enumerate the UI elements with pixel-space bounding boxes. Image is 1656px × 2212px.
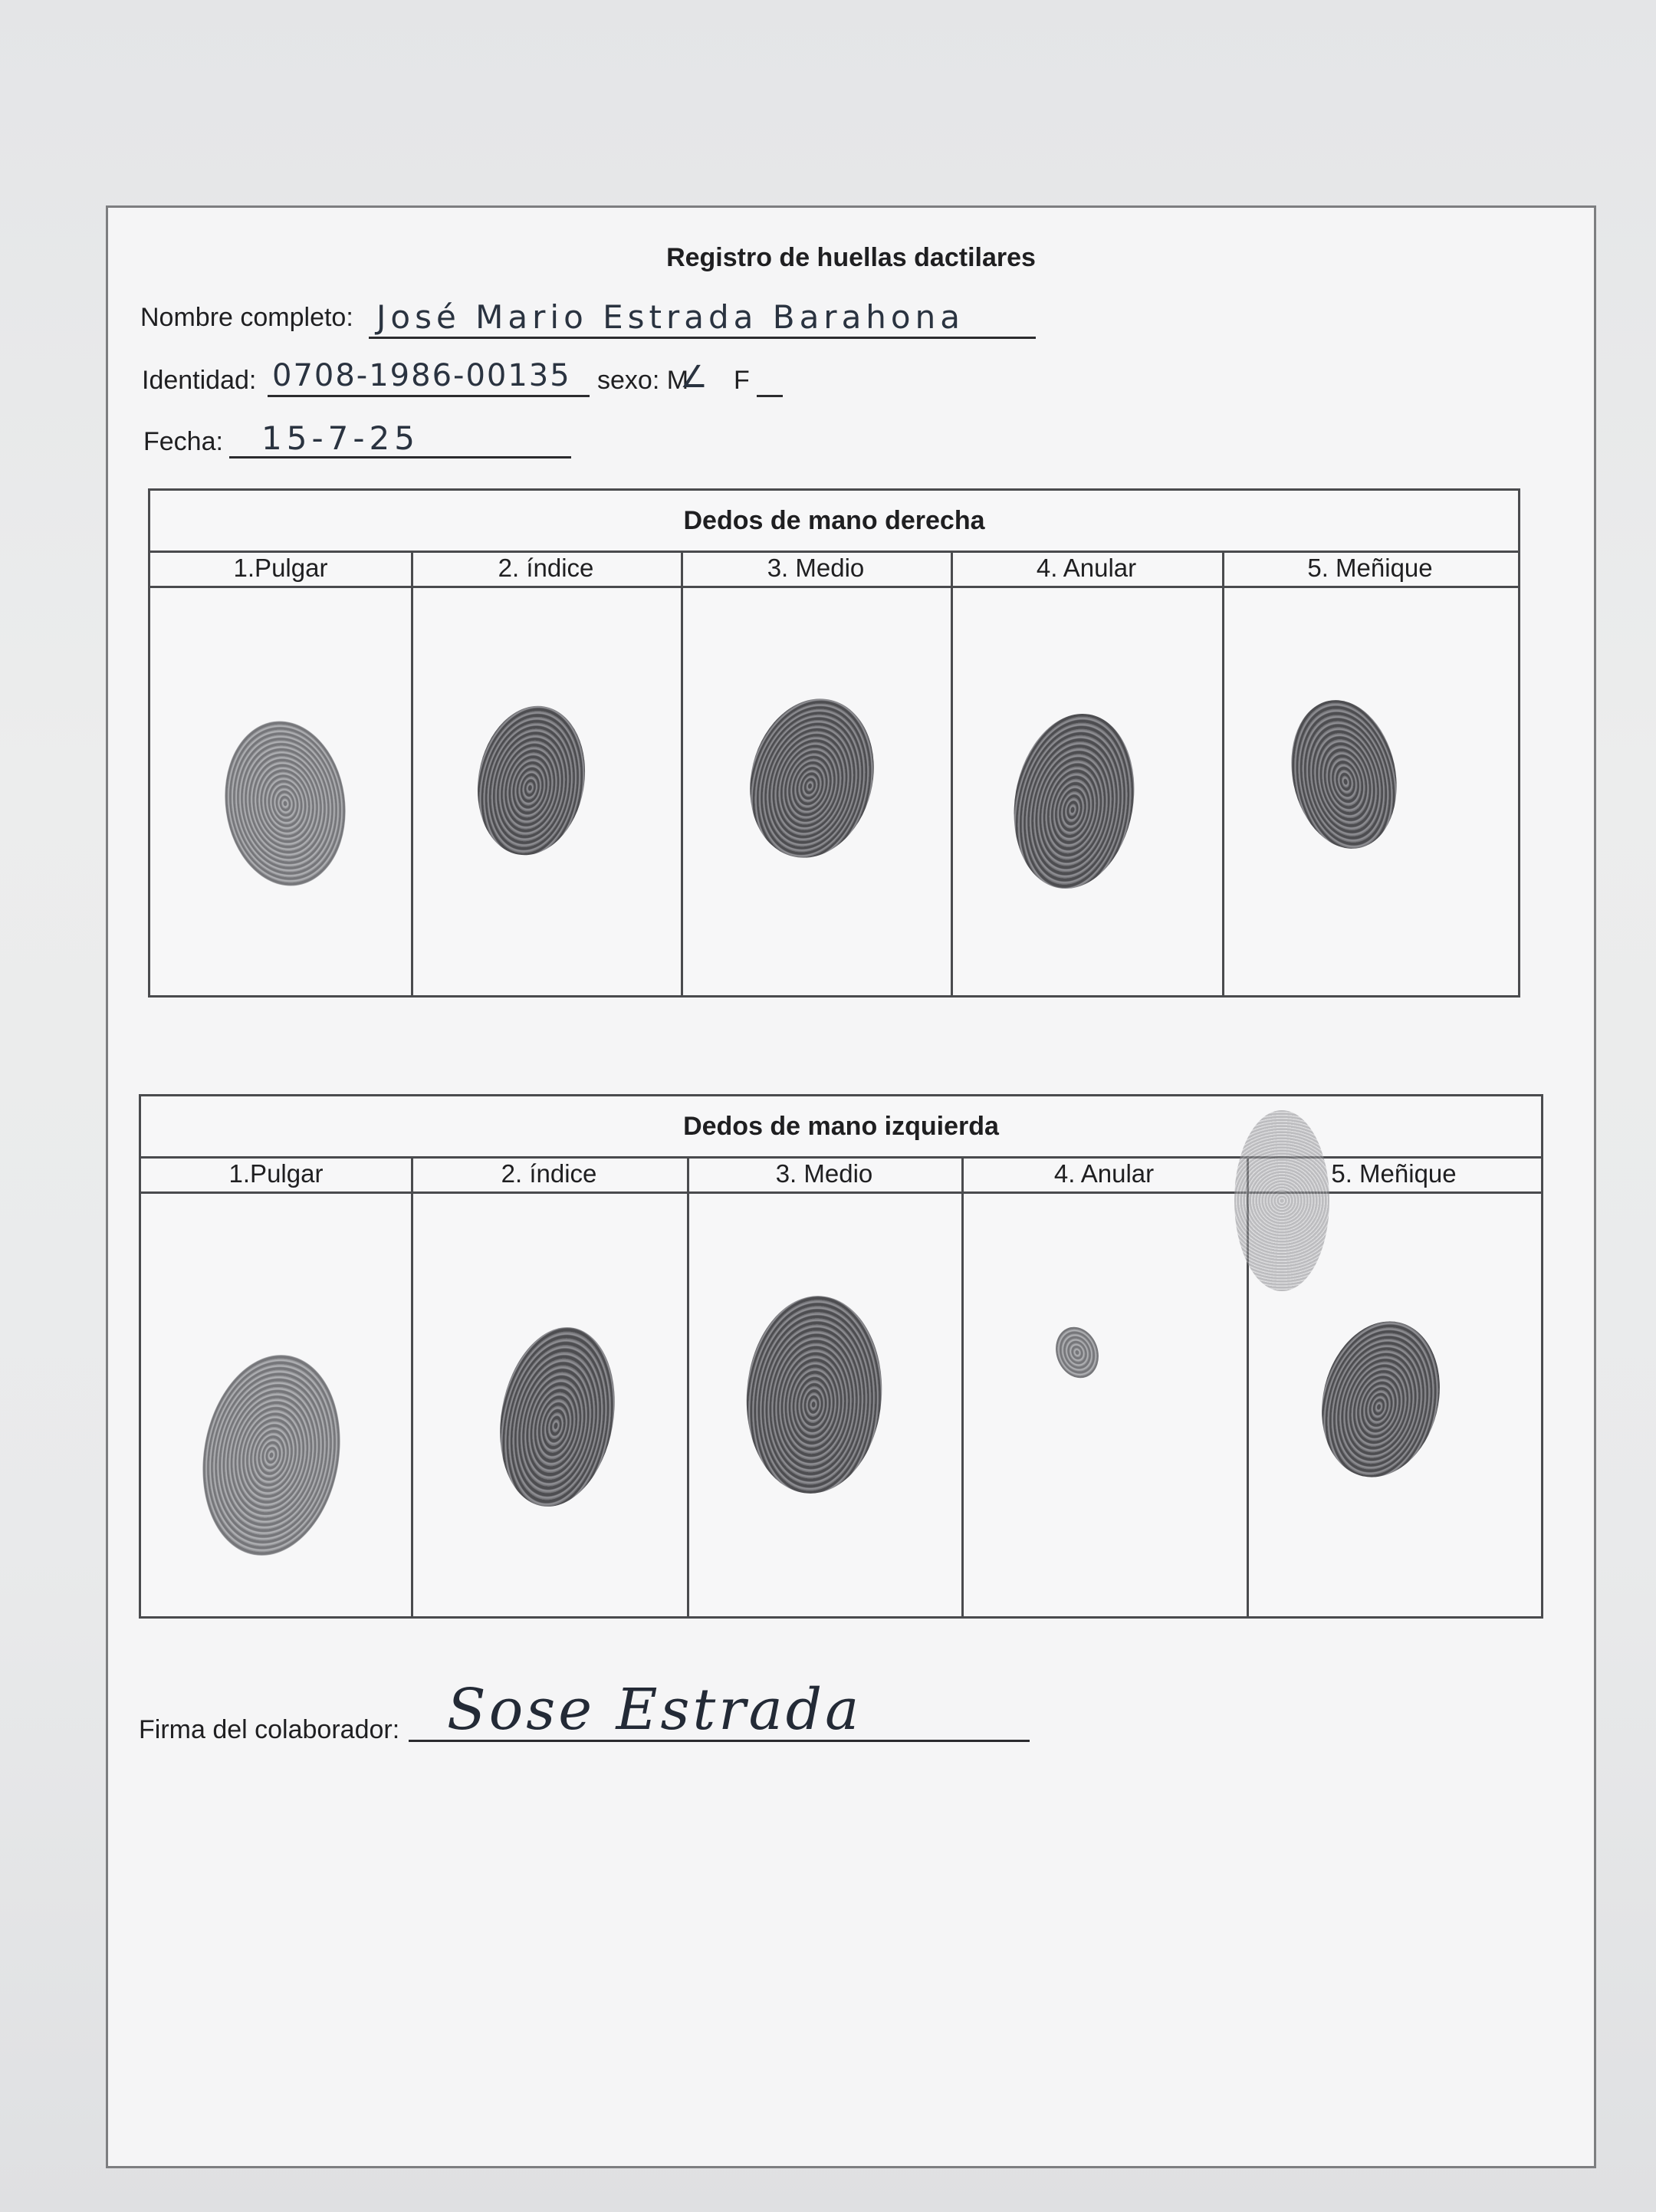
right-little-print <box>1278 690 1410 859</box>
left-finger-4-label: 4. Anular <box>1053 1159 1155 1188</box>
right-index-print <box>466 698 596 864</box>
right-finger-3-label: 3. Medio <box>767 554 865 582</box>
right-finger-4-label: 4. Anular <box>1036 554 1137 582</box>
right-hand-grid <box>148 488 1520 998</box>
firma-label: Firma del colaborador: <box>139 1715 400 1744</box>
fecha-label: Fecha: <box>143 427 223 456</box>
right-divider-2 <box>681 551 683 995</box>
right-middle-print <box>734 685 890 871</box>
left-finger-5-label: 5. Meñique <box>1331 1159 1457 1188</box>
fingerprint-form <box>106 205 1596 2168</box>
sexo-label: sexo: M <box>597 366 689 395</box>
form-title: Registro de huellas dactilares <box>666 243 1036 272</box>
left-finger-3-label: 3. Medio <box>775 1159 873 1188</box>
left-finger-1-label: 1.Pulgar <box>228 1159 324 1188</box>
left-index-print <box>487 1318 629 1516</box>
left-middle-print <box>740 1291 889 1498</box>
fecha-value[interactable]: 15-7-25 <box>261 419 419 457</box>
left-divider-2 <box>687 1156 689 1616</box>
nombre-label: Nombre completo: <box>140 303 353 332</box>
identidad-value[interactable]: 0708-1986-00135 <box>272 358 571 393</box>
left-divider-3 <box>961 1156 964 1616</box>
left-hand-title: Dedos de mano izquierda <box>141 1096 1541 1159</box>
left-thumb-print <box>187 1344 355 1567</box>
right-divider-3 <box>951 551 953 995</box>
right-finger-2-label: 2. índice <box>498 554 594 582</box>
sexo-f-line <box>757 395 783 397</box>
right-ring-print <box>1001 704 1148 898</box>
nombre-value[interactable]: José Mario Estrada Barahona <box>376 298 964 336</box>
left-hand-header-row <box>141 1156 1541 1194</box>
left-hand-grid <box>139 1094 1543 1619</box>
right-thumb-print <box>215 713 356 894</box>
right-finger-5-label: 5. Meñique <box>1307 554 1433 582</box>
nombre-line <box>369 337 1036 339</box>
stray-smudge-print <box>1234 1110 1329 1291</box>
identidad-line <box>268 395 590 397</box>
right-divider-4 <box>1222 551 1224 995</box>
left-finger-2-label: 2. índice <box>501 1159 597 1188</box>
right-divider-1 <box>411 551 413 995</box>
right-hand-title: Dedos de mano derecha <box>150 491 1518 553</box>
right-hand-header-row <box>150 551 1518 588</box>
sexo-mark[interactable]: ∠ <box>680 360 712 395</box>
right-finger-1-label: 1.Pulgar <box>233 554 328 582</box>
left-ring-partial-print <box>1049 1321 1106 1384</box>
firma-signature[interactable]: Sose Estrada <box>447 1677 863 1743</box>
left-divider-1 <box>411 1156 413 1616</box>
sexo-f-label: F <box>734 366 750 395</box>
left-little-print <box>1306 1309 1455 1490</box>
identidad-label: Identidad: <box>142 366 257 395</box>
